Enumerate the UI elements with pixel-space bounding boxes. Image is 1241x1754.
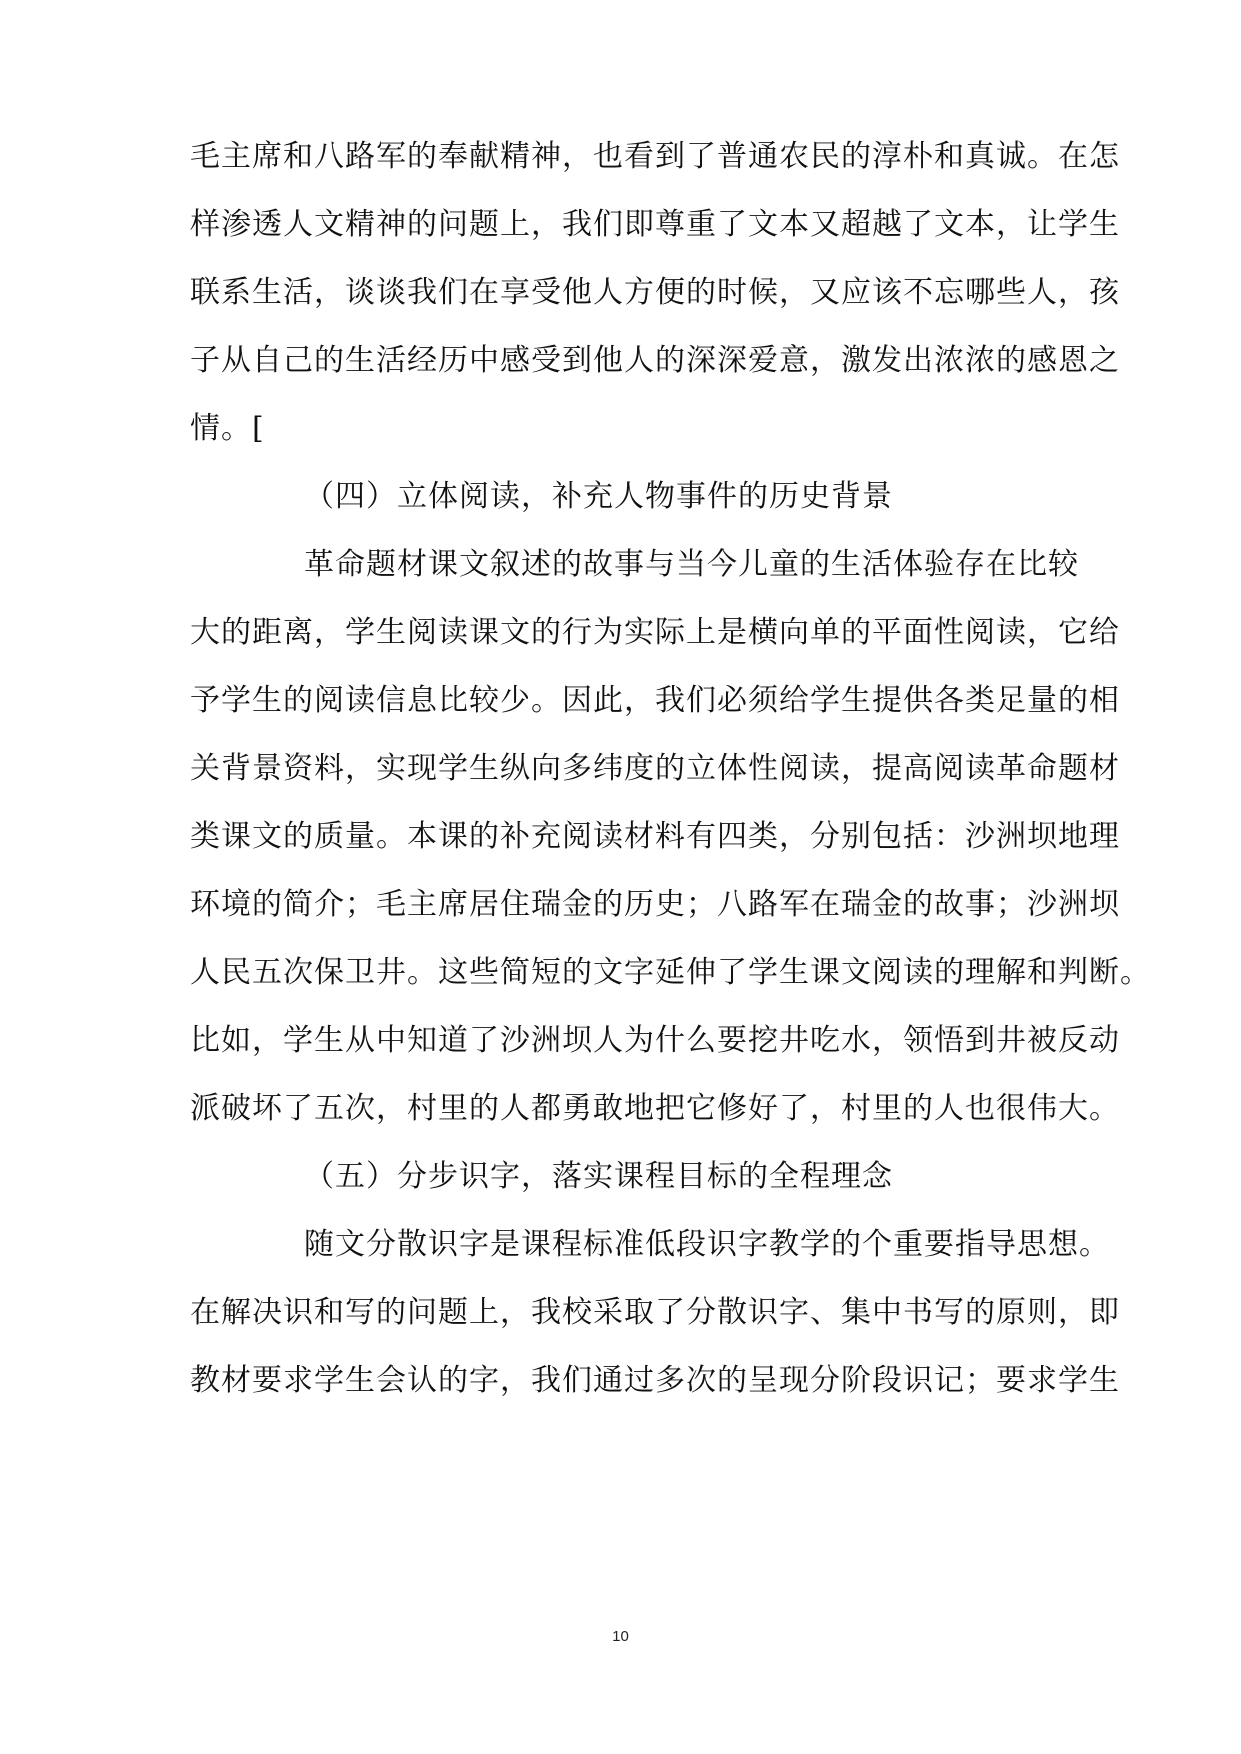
paragraph-line: 大的距离，学生阅读课文的行为实际上是横向单的平面性阅读，它给: [190, 615, 1120, 650]
paragraph-line: 派破坏了五次，村里的人都勇敢地把它修好了，村里的人也很伟大。: [190, 1091, 1120, 1126]
paragraph-line: 予学生的阅读信息比较少。因此，我们必须给学生提供各类足量的相: [190, 683, 1120, 718]
paragraph-line: 类课文的质量。本课的补充阅读材料有四类，分别包括：沙洲坝地理: [190, 819, 1120, 854]
paragraph-line: 人民五次保卫井。这些简短的文字延伸了学生课文阅读的理解和判断。: [190, 955, 1151, 990]
paragraph-line: 比如，学生从中知道了沙洲坝人为什么要挖井吃水，领悟到井被反动: [190, 1023, 1120, 1058]
paragraph-line: 革命题材课文叙述的故事与当今儿童的生活体验存在比较: [304, 547, 1079, 582]
paragraph-line: 情。[: [190, 411, 265, 446]
paragraph-line: 样渗透人文精神的问题上，我们即尊重了文本又超越了文本，让学生: [190, 207, 1120, 242]
paragraph-line: 教材要求学生会认的字，我们通过多次的呈现分阶段识记；要求学生: [190, 1363, 1120, 1398]
section-heading-five: （五）分步识字，落实课程目标的全程理念: [304, 1159, 893, 1194]
paragraph-line: 随文分散识字是课程标准低段识字教学的个重要指导思想。: [304, 1227, 1110, 1262]
page-number: 10: [612, 1628, 629, 1645]
section-heading-four: （四）立体阅读，补充人物事件的历史背景: [304, 479, 893, 514]
paragraph-line: 毛主席和八路军的奉献精神，也看到了普通农民的淳朴和真诚。在怎: [190, 139, 1120, 174]
paragraph-line: 关背景资料，实现学生纵向多纬度的立体性阅读，提高阅读革命题材: [190, 751, 1120, 786]
paragraph-line: 联系生活，谈谈我们在享受他人方便的时候，又应该不忘哪些人，孩: [190, 275, 1120, 310]
paragraph-line: 在解决识和写的问题上，我校采取了分散识字、集中书写的原则，即: [190, 1295, 1120, 1330]
paragraph-line: 子从自己的生活经历中感受到他人的深深爱意，激发出浓浓的感恩之: [190, 343, 1120, 378]
paragraph-line: 环境的简介；毛主席居住瑞金的历史；八路军在瑞金的故事；沙洲坝: [190, 887, 1120, 922]
